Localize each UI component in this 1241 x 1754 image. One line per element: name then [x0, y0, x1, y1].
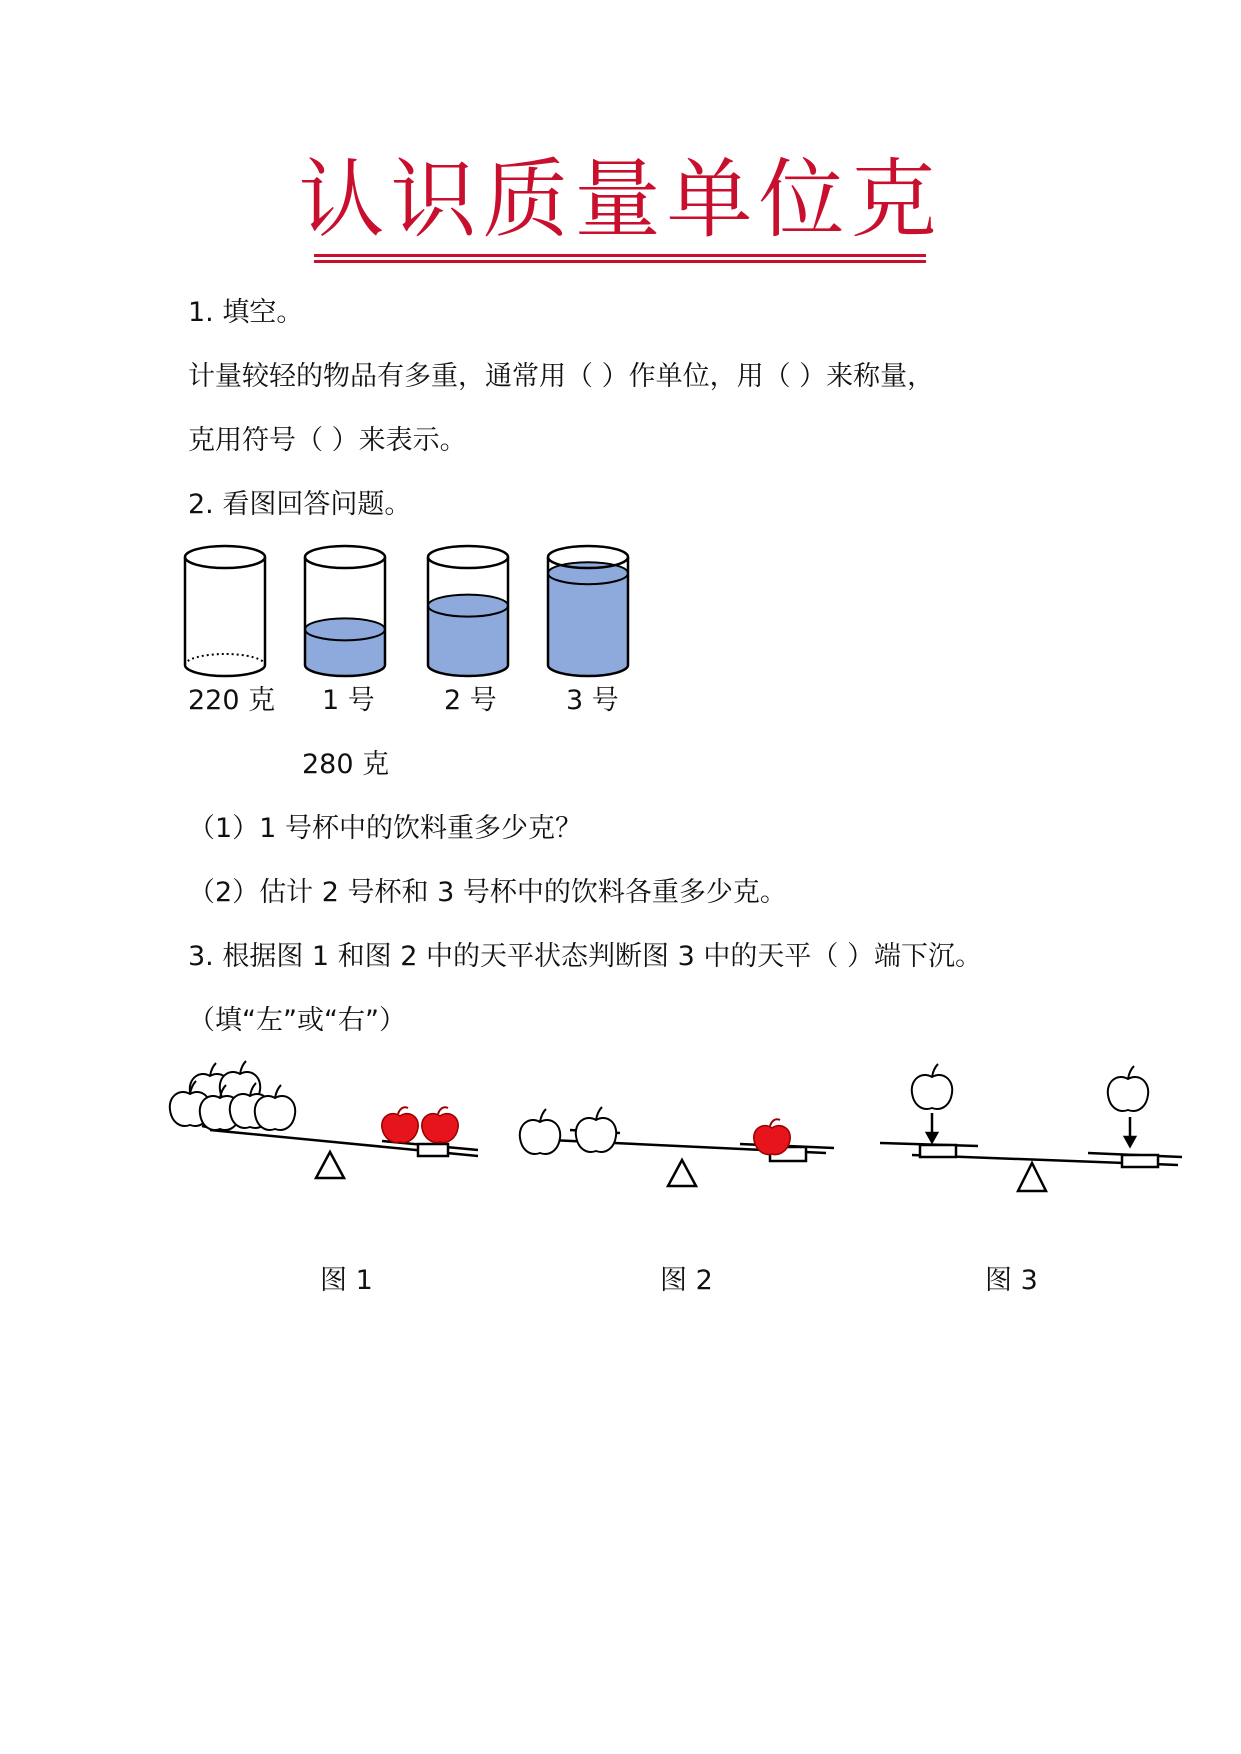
fig1-left-apples	[170, 1061, 295, 1130]
title-underline-2	[314, 260, 926, 263]
cup-1	[305, 546, 385, 676]
apple-9	[1108, 1066, 1148, 1111]
title-underline-1	[314, 254, 926, 257]
red-fruit-1	[422, 1107, 458, 1142]
red-fruit-2	[754, 1119, 790, 1154]
red-fruit-0	[382, 1107, 418, 1142]
balance-figure-1	[170, 1060, 490, 1190]
fig3-fulcrum	[1018, 1163, 1046, 1191]
fig2-left-apples	[520, 1107, 616, 1154]
q1-line1: 计量较轻的物品有多重，通常用（ ）作单位，用（ ）来称量，	[188, 361, 935, 392]
cup-2	[428, 546, 508, 676]
q2-sub1: （1）1 号杯中的饮料重多少克？	[188, 813, 582, 844]
fig2-right-fruits	[754, 1119, 790, 1154]
apple-8	[912, 1064, 952, 1109]
balance-figure-3	[870, 1045, 1190, 1205]
apple-5	[255, 1085, 295, 1130]
q2-heading: 2. 看图回答问题。	[188, 489, 412, 520]
fig3-caption: 图 3	[985, 1265, 1038, 1296]
fig1-caption: 图 1	[320, 1265, 373, 1296]
apple-6	[520, 1109, 560, 1154]
cup-label-2: 2 号	[444, 685, 497, 716]
balance-figure-2	[510, 1080, 850, 1210]
q3-line2: （填“左”或“右”）	[188, 1005, 406, 1036]
q2-sub2: （2）估计 2 号杯和 3 号杯中的饮料各重多少克。	[188, 877, 787, 908]
fig2-fulcrum	[668, 1160, 696, 1186]
page-title: 认识质量单位克	[298, 150, 943, 250]
fig1-fulcrum	[316, 1152, 344, 1178]
cup-label-3: 3 号	[566, 685, 619, 716]
fig2-caption: 图 2	[660, 1265, 713, 1296]
cup-label-220g: 220 克	[188, 685, 276, 716]
cup-0	[185, 546, 265, 676]
q1-line2: 克用符号（ ）来表示。	[188, 425, 467, 456]
fig3-left-apple	[912, 1064, 952, 1109]
apple-7	[576, 1107, 616, 1152]
cup-3	[548, 546, 628, 676]
cup1-weight: 280 克	[302, 749, 390, 780]
cup-label-1: 1 号	[322, 685, 375, 716]
cups-figure	[180, 545, 650, 680]
q1-heading: 1. 填空。	[188, 297, 304, 328]
q3-line1: 3. 根据图 1 和图 2 中的天平状态判断图 3 中的天平（ ）端下沉。	[188, 941, 982, 972]
fig1-right-fruits	[382, 1107, 458, 1142]
fig3-right-apple	[1108, 1066, 1148, 1111]
